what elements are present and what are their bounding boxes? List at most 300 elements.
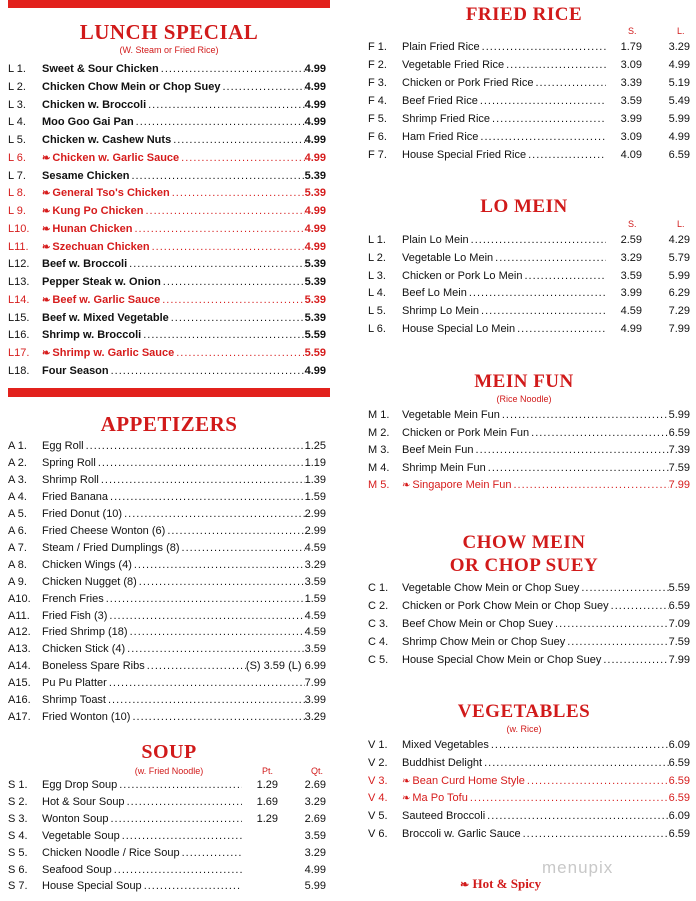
- item-price: 4.59: [304, 626, 326, 639]
- dot-leader: [134, 559, 305, 571]
- dot-leader: [145, 205, 304, 217]
- item-name: [42, 81, 222, 93]
- item-code: S 1.: [8, 779, 28, 791]
- item-code: C 5.: [368, 654, 389, 666]
- item-name-text: Plain Fried Rice: [402, 41, 480, 53]
- dot-leader: [162, 294, 304, 306]
- item-name: [402, 252, 495, 264]
- item-name-text: Beef Mein Fun: [402, 444, 474, 457]
- dot-leader: [163, 276, 305, 288]
- lunch-special-title: LUNCH SPECIAL: [79, 20, 259, 44]
- item-code: L 2.: [368, 251, 386, 264]
- dot-leader: [531, 427, 668, 439]
- item-name-text: General Tso's Chicken: [52, 187, 170, 200]
- mein-fun-row: [368, 444, 690, 456]
- item-code: A 7.: [8, 541, 27, 554]
- item-name: [42, 152, 181, 164]
- item-name-text: Chicken Chow Mein or Chop Suey: [42, 80, 221, 93]
- item-price-small: 1.29: [256, 812, 278, 825]
- mein-fun-row: [368, 427, 690, 439]
- item-price-large: 5.99: [304, 880, 326, 893]
- item-name-text: Bean Curd Home Style: [412, 774, 525, 787]
- item-name-text: Vegetable Chow Mein or Chop Suey: [402, 582, 580, 594]
- item-name-text: Beef w. Mixed Vegetable: [42, 311, 169, 324]
- top-red-bar: [8, 0, 330, 8]
- item-name-text: Beef w. Broccoli: [42, 258, 128, 271]
- fried-rice-col-large: L.: [677, 26, 685, 36]
- item-name: [42, 796, 127, 808]
- item-name: [42, 205, 145, 217]
- item-name-text: Moo Goo Gai Pan: [42, 116, 134, 129]
- dot-leader: [523, 828, 669, 840]
- dot-leader: [487, 810, 668, 822]
- item-name-text: Hot & Sour Soup: [42, 795, 125, 808]
- vegetable-row: [368, 810, 690, 822]
- item-name: [42, 660, 147, 672]
- item-name-text: Shrimp Toast: [42, 694, 106, 707]
- item-price: 5.39: [304, 169, 326, 182]
- dot-leader: [101, 474, 305, 486]
- chow-mein-title-1: CHOW MEIN: [462, 532, 586, 553]
- item-code: L14.: [8, 293, 30, 306]
- item-name: [42, 711, 132, 723]
- item-price: 4.99: [304, 240, 326, 253]
- item-name-text: Szechuan Chicken: [52, 240, 150, 253]
- item-code: L18.: [8, 364, 30, 377]
- item-price: 7.99: [668, 654, 690, 666]
- lo-mein-row: [368, 252, 690, 264]
- item-code: L15.: [8, 311, 30, 324]
- mein-fun-row: [368, 479, 690, 491]
- lunch-item-row: [8, 258, 326, 270]
- lunch-item-row: [8, 134, 326, 146]
- item-price: 5.39: [304, 276, 326, 288]
- fried-rice-row: [368, 131, 690, 143]
- appetizer-row: [8, 474, 326, 486]
- dot-leader: [517, 323, 606, 335]
- item-price: 7.99: [668, 479, 690, 492]
- item-price: 1.59: [304, 592, 326, 605]
- fried-rice-row: [368, 59, 690, 71]
- item-name-text: Beef Lo Mein: [402, 287, 467, 300]
- item-price: 6.59: [668, 774, 690, 787]
- item-name-text: House Special Lo Mein: [402, 323, 516, 335]
- item-name-text: Chicken Stick (4): [42, 643, 126, 656]
- item-code: L 1.: [8, 63, 26, 75]
- soup-row: [8, 880, 326, 892]
- lunch-item-row: [8, 294, 326, 306]
- item-code: F 3.: [368, 77, 387, 89]
- chow-mein-row: [368, 582, 690, 594]
- dot-leader: [528, 149, 606, 161]
- item-price: 6.59: [668, 600, 690, 612]
- item-name: [42, 457, 98, 469]
- lo-mein-row: [368, 270, 690, 282]
- item-name-text: Fried Shrimp (18): [42, 626, 128, 639]
- vegetables-title: VEGETABLES: [457, 701, 591, 722]
- item-code: L 6.: [8, 151, 26, 164]
- appetizer-row: [8, 525, 326, 537]
- item-code: A 5.: [8, 507, 27, 520]
- item-name: [42, 440, 86, 452]
- item-code: M 5.: [368, 479, 390, 492]
- dot-leader: [114, 864, 242, 876]
- lunch-item-row: [8, 170, 326, 182]
- item-name: [42, 847, 182, 859]
- lunch-item-row: [8, 312, 326, 324]
- fried-rice-title: FRIED RICE: [465, 4, 583, 25]
- lo-mein-title: LO MEIN: [480, 196, 568, 217]
- item-price-small: 4.59: [620, 305, 642, 318]
- dot-leader: [110, 491, 305, 503]
- item-name: [402, 305, 481, 317]
- dot-leader: [480, 95, 606, 107]
- item-price: 5.59: [668, 582, 690, 594]
- pepper-icon: ❧: [460, 879, 470, 891]
- dot-leader: [131, 170, 304, 182]
- soup-subtitle: (w. Fried Noodle): [134, 766, 204, 776]
- item-code: L 5.: [8, 134, 26, 146]
- item-price: 4.59: [304, 609, 326, 622]
- item-name: [42, 347, 176, 359]
- item-price-large: 6.29: [668, 287, 690, 300]
- item-code: S 7.: [8, 880, 28, 893]
- item-name: [42, 508, 124, 520]
- mein-fun-row: [368, 462, 690, 474]
- item-name: [402, 462, 488, 474]
- item-code: V 2.: [368, 756, 388, 769]
- item-price: 1.19: [304, 456, 326, 469]
- item-name: [402, 757, 484, 769]
- item-code: M 3.: [368, 444, 390, 457]
- lunch-item-row: [8, 99, 326, 111]
- dot-leader: [469, 287, 606, 299]
- item-price-small: 1.79: [620, 41, 642, 53]
- item-code: A15.: [8, 677, 31, 690]
- item-name: [402, 234, 471, 246]
- lunch-item-row: [8, 365, 326, 377]
- lunch-item-row: [8, 63, 326, 75]
- item-name-text: Steam / Fried Dumplings (8): [42, 541, 180, 554]
- dot-leader: [111, 365, 305, 377]
- dot-leader: [484, 757, 668, 769]
- item-name: [402, 600, 611, 612]
- dot-leader: [144, 880, 242, 892]
- item-price: 2.99: [304, 507, 326, 520]
- item-name-text: Vegetable Fried Rice: [402, 59, 505, 71]
- item-name: [42, 116, 136, 128]
- dot-leader: [106, 593, 305, 605]
- item-price-large: 2.69: [304, 812, 326, 825]
- item-price-large: 5.99: [668, 113, 690, 125]
- dot-leader: [567, 636, 668, 648]
- item-price-large: 5.99: [668, 269, 690, 282]
- dot-leader: [611, 600, 669, 612]
- dot-leader: [152, 241, 305, 253]
- item-price: 4.59: [304, 541, 326, 554]
- item-name: [42, 542, 182, 554]
- item-price-large: 4.99: [668, 59, 690, 71]
- fried-rice-row: [368, 113, 690, 125]
- dot-leader: [513, 479, 668, 491]
- item-name: [402, 618, 555, 630]
- item-name-text: Buddhist Delight: [402, 756, 483, 769]
- item-name: [42, 813, 110, 825]
- appetizer-row: [8, 491, 326, 503]
- item-name-text: Chicken w. Garlic Sauce: [52, 151, 180, 164]
- appetizer-row: [8, 626, 326, 638]
- pepper-icon: ❧: [402, 775, 411, 787]
- item-name: [42, 880, 144, 892]
- item-name: [42, 864, 114, 876]
- soup-row: [8, 779, 326, 791]
- item-price-large: 3.59: [304, 829, 326, 842]
- item-price: 7.59: [668, 636, 690, 648]
- dot-leader: [492, 113, 606, 125]
- dot-leader: [470, 792, 669, 804]
- dot-leader: [481, 305, 606, 317]
- dot-leader: [535, 77, 606, 89]
- dot-leader: [555, 618, 669, 630]
- item-price: 5.59: [304, 329, 326, 342]
- dot-leader: [119, 779, 242, 791]
- item-price: 3.99: [304, 694, 326, 707]
- item-name: [42, 63, 161, 75]
- item-name: [42, 365, 111, 377]
- item-name-text: Shrimp Fried Rice: [402, 113, 491, 125]
- appetizer-row: [8, 576, 326, 588]
- item-name: [402, 77, 535, 89]
- item-code: L16.: [8, 329, 30, 342]
- item-name-text: Chicken Nugget (8): [42, 575, 137, 588]
- pepper-icon: ❧: [42, 152, 51, 164]
- item-name-text: Spring Roll: [42, 456, 96, 469]
- item-name-text: Chicken Wings (4): [42, 558, 132, 571]
- item-code: L10.: [8, 222, 30, 235]
- item-name-text: House Special Chow Mein or Chop Suey: [402, 654, 602, 666]
- item-price-large: 4.99: [304, 863, 326, 876]
- item-name: [42, 170, 131, 182]
- item-name: [42, 329, 143, 341]
- chow-mein-row: [368, 618, 690, 630]
- item-price-small: 3.09: [620, 131, 642, 143]
- dot-leader: [524, 270, 606, 282]
- lunch-item-row: [8, 205, 326, 217]
- lo-mein-col-small: S.: [628, 219, 637, 229]
- item-price: 5.99: [668, 409, 690, 421]
- pepper-icon: ❧: [42, 188, 51, 200]
- appetizers-title: APPETIZERS: [100, 412, 238, 436]
- item-price: 4.99: [304, 134, 326, 146]
- item-code: A11.: [8, 609, 30, 622]
- dot-leader: [147, 660, 246, 672]
- item-name: [402, 427, 531, 439]
- item-name: [42, 187, 172, 199]
- item-price: 5.39: [304, 293, 326, 306]
- item-name-text: Beef Fried Rice: [402, 95, 478, 107]
- item-price-small: 3.59: [620, 95, 642, 107]
- dot-leader: [506, 59, 606, 71]
- soup-row: [8, 830, 326, 842]
- appetizer-row: [8, 610, 326, 622]
- item-code: C 3.: [368, 618, 389, 630]
- item-price: 4.99: [304, 364, 326, 377]
- soup-title: SOUP: [141, 741, 197, 763]
- pepper-icon: ❧: [402, 480, 411, 492]
- lunch-item-row: [8, 276, 326, 288]
- item-price-large: 5.19: [668, 77, 690, 89]
- item-name-text: Shrimp w. Garlic Sauce: [52, 347, 175, 359]
- dot-leader: [108, 694, 305, 706]
- item-name: [402, 792, 470, 804]
- item-price: 6.59: [668, 426, 690, 439]
- item-code: A12.: [8, 626, 31, 639]
- item-price-small: 4.09: [620, 149, 642, 161]
- item-code: L 4.: [8, 116, 26, 129]
- mein-fun-subtitle: (Rice Noodle): [496, 394, 552, 404]
- item-name-text: Seafood Soup: [42, 863, 112, 876]
- lunch-item-row: [8, 152, 326, 164]
- lunch-item-row: [8, 329, 326, 341]
- dot-leader: [488, 462, 669, 474]
- pepper-icon: ❧: [42, 206, 51, 217]
- item-name-text: Ham Fried Rice: [402, 131, 479, 143]
- item-name-text: Sesame Chicken: [42, 169, 130, 182]
- dot-leader: [139, 576, 305, 588]
- dot-leader: [222, 81, 304, 93]
- item-name: [42, 99, 148, 111]
- item-name: [42, 677, 109, 689]
- item-name-text: Pepper Steak w. Onion: [42, 276, 161, 288]
- item-name-text: Fried Wonton (10): [42, 711, 131, 724]
- item-code: A 9.: [8, 575, 27, 588]
- dot-leader: [502, 409, 669, 421]
- item-code: A 3.: [8, 473, 27, 486]
- dot-leader: [527, 775, 669, 787]
- item-name: [402, 270, 524, 282]
- lo-mein-row: [368, 323, 690, 335]
- item-name: [42, 312, 171, 324]
- item-name-text: Shrimp Chow Mein or Chop Suey: [402, 636, 566, 648]
- vegetable-row: [368, 757, 690, 769]
- item-name-text: Hunan Chicken: [52, 222, 133, 235]
- item-name-text: Mixed Vegetables: [402, 739, 489, 751]
- appetizer-row: [8, 694, 326, 706]
- mein-fun-row: [368, 409, 690, 421]
- item-name-text: House Special Fried Rice: [402, 149, 527, 161]
- item-name-text: Plain Lo Mein: [402, 234, 469, 246]
- item-price-large: 4.99: [668, 131, 690, 143]
- item-code: F 4.: [368, 95, 387, 107]
- item-name: [402, 287, 469, 299]
- item-code: L 7.: [8, 169, 26, 182]
- item-code: V 5.: [368, 810, 388, 823]
- item-name: [42, 694, 108, 706]
- item-price: 4.99: [304, 222, 326, 235]
- item-price: 4.99: [304, 63, 326, 75]
- dot-leader: [480, 131, 606, 143]
- item-name: [42, 559, 134, 571]
- chow-mein-title-2: OR CHOP SUEY: [449, 555, 599, 576]
- mein-fun-title: MEIN FUN: [474, 371, 574, 392]
- item-name-text: House Special Soup: [42, 880, 142, 893]
- chow-mein-row: [368, 636, 690, 648]
- lunch-item-row: [8, 187, 326, 199]
- pepper-icon: ❧: [42, 241, 51, 253]
- hot-spicy-text: Hot & Spicy: [472, 876, 542, 891]
- item-name: [402, 582, 581, 594]
- item-name-text: Kung Po Chicken: [52, 205, 144, 217]
- lunch-divider-bar: [8, 388, 330, 397]
- item-name: [402, 654, 603, 666]
- item-name-text: French Fries: [42, 592, 104, 605]
- item-name: [42, 474, 101, 486]
- soup-col-quart: Qt.: [311, 766, 324, 776]
- item-price-small: 3.99: [620, 287, 642, 300]
- dot-leader: [122, 830, 242, 842]
- item-price-large: 6.59: [668, 149, 690, 161]
- item-price-small: 3.99: [620, 113, 642, 125]
- item-name-text: Four Season: [42, 364, 109, 377]
- item-code: L 8.: [8, 187, 26, 200]
- dot-leader: [124, 508, 304, 520]
- dot-leader: [173, 134, 304, 146]
- vegetable-row: [368, 792, 690, 804]
- item-name: [42, 134, 173, 146]
- dot-leader: [491, 739, 669, 751]
- item-name: [402, 149, 528, 161]
- item-code: L 1.: [368, 234, 386, 246]
- item-name: [42, 294, 162, 306]
- item-code: C 1.: [368, 582, 389, 594]
- item-price-large: 7.99: [668, 323, 690, 335]
- dot-leader: [127, 796, 242, 808]
- item-price-small: 3.29: [620, 251, 642, 264]
- item-name-text: Pu Pu Platter: [42, 677, 107, 690]
- pepper-icon: ❧: [402, 793, 411, 805]
- item-price: 4.99: [304, 98, 326, 111]
- lunch-special-subtitle: (W. Steam or Fried Rice): [119, 45, 219, 55]
- item-code: M 4.: [368, 461, 390, 474]
- item-name-text: Vegetable Lo Mein: [402, 251, 494, 264]
- item-price-small: 2.59: [620, 234, 642, 246]
- item-name-text: Chicken w. Cashew Nuts: [42, 134, 172, 146]
- item-code: M 1.: [368, 409, 390, 421]
- item-code: A 6.: [8, 524, 27, 537]
- fried-rice-row: [368, 41, 690, 53]
- item-name: [42, 223, 134, 235]
- item-code: L 6.: [368, 323, 386, 335]
- item-price-small: 3.09: [620, 59, 642, 71]
- item-price: 7.39: [668, 444, 690, 457]
- item-name-text: Shrimp Mein Fun: [402, 461, 486, 474]
- item-name: [402, 95, 480, 107]
- item-code: L12.: [8, 258, 30, 271]
- dot-leader: [143, 329, 304, 341]
- item-price: 7.59: [668, 461, 690, 474]
- appetizer-row: [8, 660, 326, 672]
- appetizer-row: [8, 677, 326, 689]
- lo-mein-row: [368, 234, 690, 246]
- item-name-text: Chicken w. Broccoli: [42, 98, 147, 111]
- item-code: V 6.: [368, 828, 388, 840]
- item-price: 6.59: [668, 828, 690, 840]
- dot-leader: [127, 643, 304, 655]
- item-name: [402, 113, 492, 125]
- item-name-text: Sweet & Sour Chicken: [42, 63, 159, 75]
- item-name: [402, 775, 527, 787]
- item-code: A13.: [8, 643, 31, 656]
